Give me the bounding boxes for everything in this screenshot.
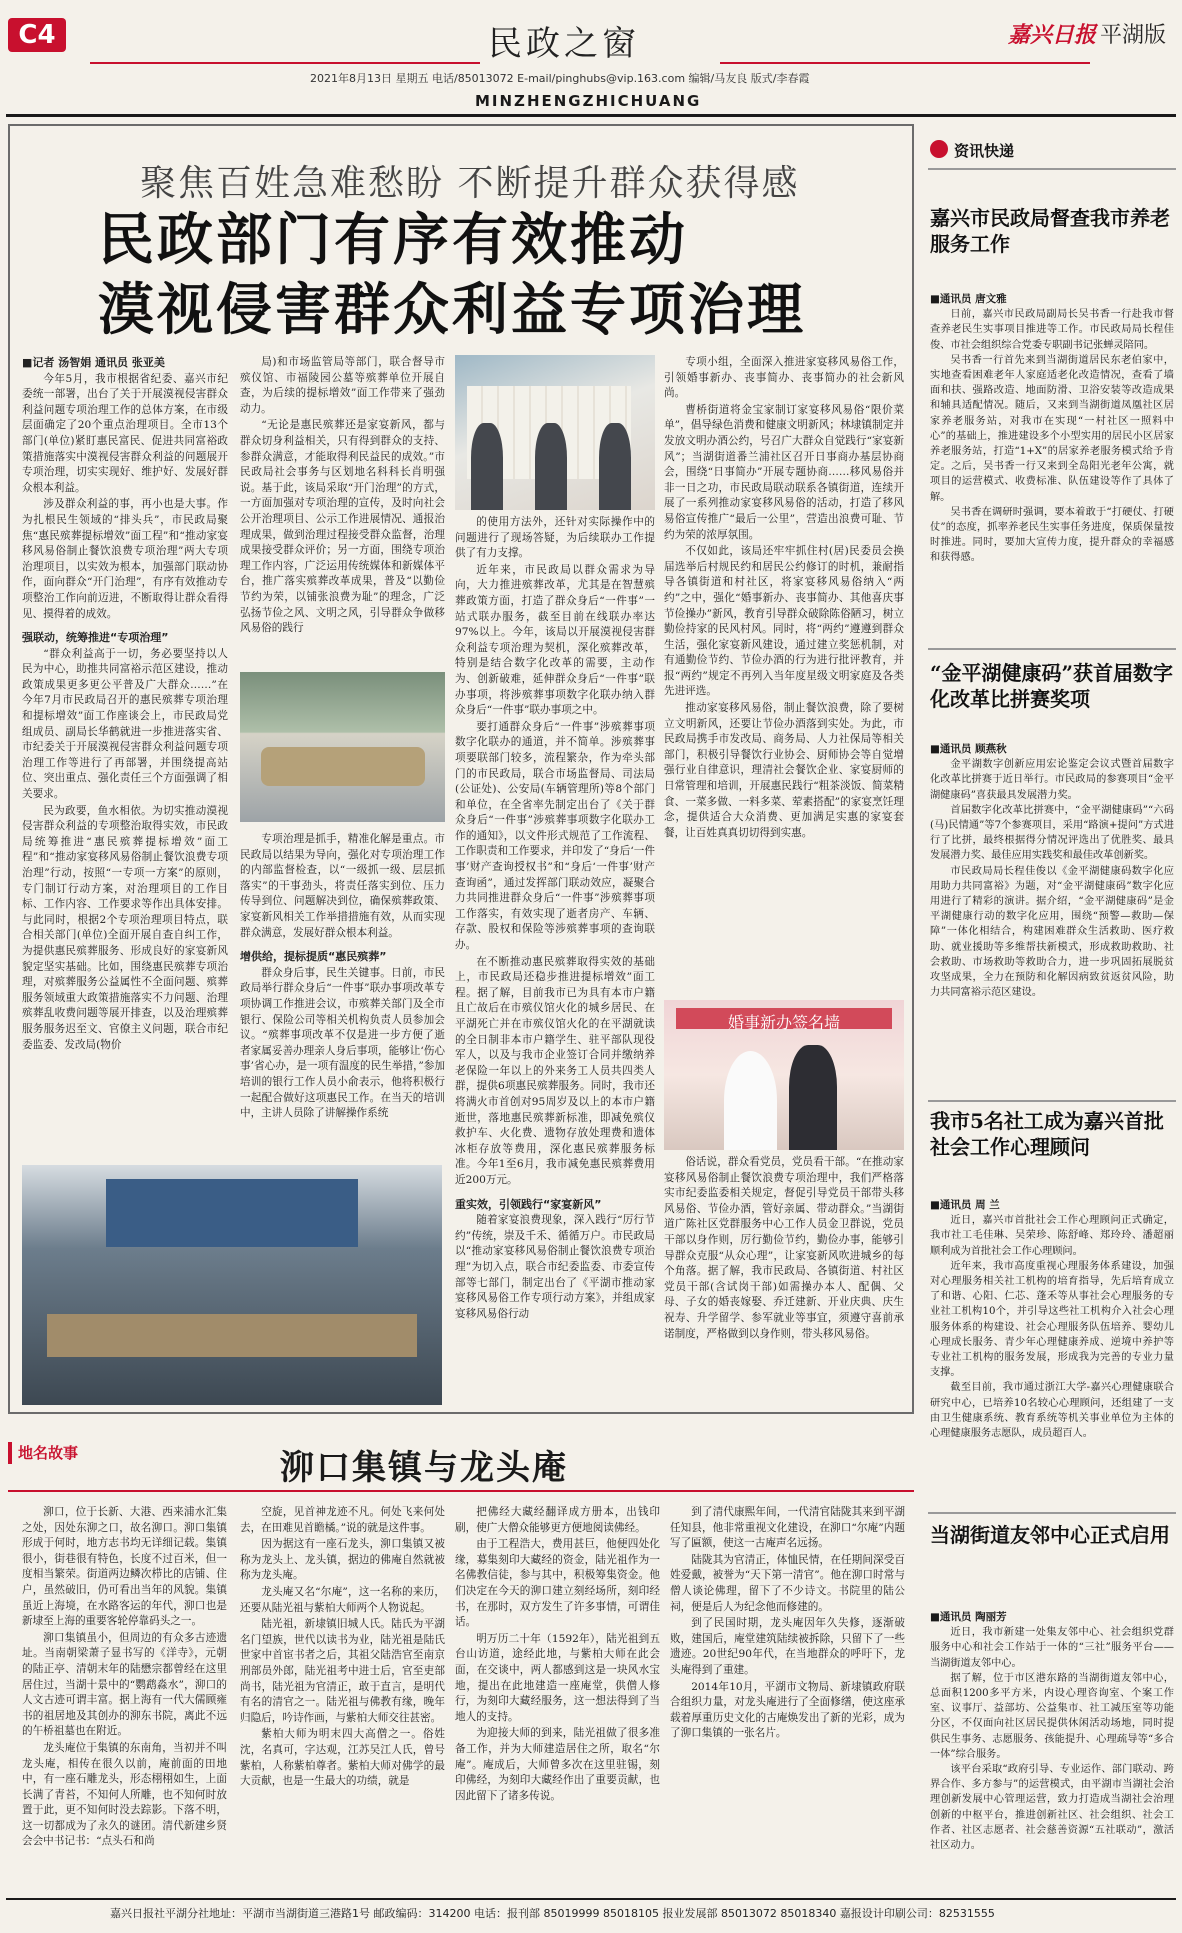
sidebar-rule — [928, 1512, 1176, 1514]
photo-conference — [22, 1165, 442, 1405]
story-paragraph: 因为据这有一座石龙头，泖口集镇又被称为龙头上、龙头镇，据边的佛庵自然就被称为龙头庵。 — [240, 1538, 445, 1582]
sidebar-headline-1: 嘉兴市民政局督查我市养老服务工作 — [930, 206, 1170, 256]
photo-detail — [535, 423, 567, 510]
section-title: 民政之窗 — [488, 24, 640, 64]
story-column-3 — [455, 1505, 660, 1890]
sidebar-byline: ■通讯员 唐文雅 — [930, 293, 1007, 305]
article-paragraph: 随着家宴浪费现象，深入践行“厉行节约”传统，崇及千禾、循循万户。市民政局以“推动家宴移风易俗制止餐饮浪费专项治理”为切入点，联合市纪委监委、市委宣传部等七部门，制定出台了《平湖市推动家宴移风易俗工作专项行动方案》，并组成家宴移风易俗行动 — [455, 1214, 655, 1320]
photo-signature-wall — [455, 355, 655, 510]
sidebar-paragraph: 市民政局局长程佳俊以《金平湖健康码数字化应用助力共同富裕》为题，对“金平湖健康码”数字化应用进行了精彩的演讲。据介绍，“金平湖健康码”是金平湖健康行动的数字化应用，围绕“预警—救助—保障”一体化相结合，构建困难群众生活救助、医疗救助、就业援助等多维帮扶新模式，形成救助救助、社会救助、市场救助等救助合力，进一步巩固拓展脱贫攻坚成果，全力在预防和化解因病致贫返贫风险，助力共同富裕示范区建设。 — [930, 865, 1174, 999]
sidebar-paragraph: 金平湖数字创新应用宏论鉴定会议式暨首届数字化改革比拼赛于近日举行。市民政局的参赛项目“金平湖健康码”喜获最具发展潜力奖。 — [930, 759, 1174, 801]
story-paragraph: 泖口集镇虽小，但周边的有众多古迹遗址。当南朝梁萧子显书写的《洋寺》，元朝的陆正亭、清朝末年的陆懋宗都曾经在这里居住过，当湖十景中的“鹦鹉淼水”，泖口的人文古迹可谓丰富。据上海有一代大儒顾雍书的祖居地及其创办的泖东书院，离此不远的午桥祖墓也在附近。 — [22, 1631, 227, 1738]
sidebar-badge: 资讯快递 — [930, 140, 1014, 161]
story-paragraph: 空旋，见首神龙迹不凡。何处飞来何处去，在田难见首瞻橘。”说的就是这件事。 — [240, 1506, 445, 1534]
photo-detail — [789, 1045, 837, 1150]
section-pinyin: MINZHENGZHICHUANG — [475, 92, 702, 110]
story-title: 泖口集镇与龙头庵 — [280, 1448, 568, 1488]
story-column-4 — [670, 1505, 905, 1890]
section-rule-left — [90, 62, 480, 64]
main-headline — [98, 205, 806, 345]
article-paragraph: 专项小组，全面深入推进家宴移风易俗工作，引领婚事新办、丧事简办、丧事简办的社会新风尚。 — [664, 356, 904, 400]
brand-edition: 平湖版 — [1099, 23, 1166, 48]
photo-wedding — [664, 1000, 904, 1150]
article-paragraph: 推动家宴移风易俗，制止餐饮浪费，除了要树立文明新风，还要让节俭办酒落到实处。为此，市民政局携手市发改局、商务局、人力社保局等相关部门，积极引导餐饮行业协会、厨师协会等自觉增强行业自律意识，理清社会餐饮企业、家宴厨师的日常管理和培训，开展惠民践行“粗茶淡饭、简菜精食、一菜多做、一料多菜、荤素搭配”的家宴烹饪理念，提供适合大众消费、更加满足实惠的家宴套餐，让百姓真真切切得到实惠。 — [664, 702, 904, 839]
photo-meeting-room — [240, 672, 445, 822]
sidebar-paragraph: 吴书香一行首先来到当湖街道居民东老伯家中，实地查看困难老年人家庭适老化改造情况，查看了墙面和扶、强路改造、地面防滑、卫浴安装等改造成果和辅具适配情况。随后，又来到当湖街道凤凰社区居家养老服务站，对我市在实现“一村社区一照料中心”的基础上，推进建设多个小型实用的居民小区居家养老服务站，打造“1+X”的居家养老服务模式给予肯定。之后，吴书香一行又来到全岛阳光老年公寓，就项目的运营模式、收费标准、队伍建设等作了具体了解。 — [930, 354, 1174, 503]
sidebar-headline-2: “金平湖健康码”获首届数字化改革比拼赛奖项 — [930, 661, 1174, 711]
article-paragraph: “无论是惠民殡葬还是家宴新风，都与群众切身利益相关，只有得到群众的支持、参群众满意，才能取得利民益民的成效。”市民政局社会事务与区划地名科科长肖明强说。基于此，该局采取“开门治理”的方式，一方面加强对专项治理的宣传，及时向社会公开治理项目、公示工作进展情况、通报治理成果，做到治理过程接受群众监督，治理成果接受群众评价；另一方面，围绕专项治理工作内容，广泛运用传统媒体和新媒体平台，推广落实殡葬改革成果，普及“以勤俭节约为荣，以铺张浪费为耻”的理念，广泛弘扬节俭之风、文明之风，引导群众争做移风易俗的践行 — [240, 419, 445, 635]
photo-detail — [599, 423, 631, 510]
article-paragraph: 的使用方法外，还针对实际操作中的问题进行了现场答疑，为后续联办工作提供了有力支撑。 — [455, 516, 655, 560]
story-section-tag: 地名故事 — [8, 1442, 84, 1464]
sidebar-byline: ■通讯员 周 兰 — [930, 1199, 1000, 1211]
story-paragraph: 为迎接大师的到来，陆光祖做了很多准备工作，并为大师建造居住之所，取名“尔庵”。庵成后，大师曾多次在这里驻锡，刻印佛经，为刻印大藏经作出了重要贡献，也因此留下了诸多传说。 — [455, 1727, 660, 1802]
article-paragraph: 曹桥街道将金宝家制订家宴移风易俗“限价菜单”，倡导绿色消费和健康文明新风；林埭镇制定并发放文明办酒公约，号召广大群众自觉践行“家宴新风”；当湖街道番兰浦社区召开日事商办基层协商会，围绕“日事简办”开展专题协商……移风易俗并非一日之功，市民政局联动联系各镇街道，连续开展了一系列推动家宴移风易俗的活动，打造了移风易俗宣传推广“最后一公里”，营造出浪费可耻、节约为荣的浓厚氛围。 — [664, 403, 904, 541]
sidebar-story-3 — [930, 1198, 1174, 1516]
photo-detail — [471, 423, 503, 510]
article-paragraph: “群众利益高于一切，务必要坚持以人民为中心，助推共同富裕示范区建设，推动政策成果更多更公平普及广大群众……”在今年7月市民政局召开的惠民殡葬专项治理和提标增效”面工作座谈会上，市民政局党组成员、副局长华鹤就进一步推进落实省、市纪委关于开展漠视侵害群众利益问题专项治理工作等进行了再部署，并围绕提高站位、突出重点、强化责任三个方面强调了相关要求。 — [22, 647, 228, 801]
sidebar-rule — [928, 168, 1176, 170]
story-paragraph: 泖口，位于长新、大港、西来浦水汇集之处，因处东泖之口，故名泖口。泖口集镇形成于何时，地方志书均无详细记载。集镇很小，街巷很有特色，长度不过百米，但一度相当繁荣。街道两边鳞次栉比的店铺、住户，虽然破旧，仍可看出当年的风貌。集镇虽近上海境，在水路客运的年代，泖口也是新埭至上海的重要客轮停靠码头之一。 — [22, 1506, 227, 1628]
sidebar-paragraph: 日前，嘉兴市民政局副局长吴书香一行赴我市督查养老民生实事项目推进等工作。市民政局局长程佳俊、市社会组织综合党委专职副书记张蝉灵陪同。 — [930, 309, 1174, 351]
masthead — [0, 0, 1182, 86]
article-paragraph: 专项治理是抓手，精准化解是重点。市民政局以结果为导向，强化对专项治理工作的内部监督检查，以“一级抓一级、层层抓落实”的干事劲头，将责任落实到位、压力传导到位、问题解决到位，确保殡葬政策、家宴新风相关工作举措措施有效，从而实现群众满意，发展好群众根本利益。 — [240, 833, 445, 939]
article-paragraph: 民为政要，鱼水相依。为切实推动漠视侵害群众利益的专项整治取得实效，市民政局统筹推进“惠民殡葬提标增效”面工程”和“推动家宴移风易俗制止餐饮浪费专项治理”行动，按照“一专项一方案”的原则，专门制订行动方案，对治理项目的工作目标、工作内容、工作要求等作出具体安排。与此同时，根据2个专项治理项目特点，联合相关部门(单位)全面开展自查自纠工作，为提供惠民殡葬服务、形成良好的家宴新风貌定坚实基础。比如，围绕惠民殡葬专项治理，对殡葬服务公益属性不全面问题、殡葬服务领域重大政策措施落实不力问题、治理殡葬乱收费问题等展开排查，以及治理殡葬服务服务迟至文、官僚主义问题，联合市纪委监委、发改局(物价 — [22, 804, 228, 1051]
sidebar-headline-3: 我市5名社工成为嘉兴首批社会工作心理顾问 — [930, 1109, 1164, 1159]
article-paragraph: 近年来，市民政局以群众需求为导向，大力推进殡葬改革，尤其是在智慧殡葬政策方面，打造了群众身后“一件事”一站式联办服务，截至目前在线联办率达97%以上。今年，该局以开展漠视侵害群众利益专项治理为契机，深化殡葬改革，特别是结合数字化改革的需要，主动作为、创新破难，延伸群众身后“一件事”联办事项，将涉殡葬事项数字化联办纳入群众身后“一件事”联办事项之中。 — [455, 563, 655, 717]
newspaper-brand — [1008, 18, 1166, 49]
article-column-2b — [240, 832, 445, 1162]
article-column-1 — [22, 355, 228, 1155]
sidebar-paragraph: 近年来，我市高度重视心理服务体系建设，加强对心理服务相关社工机构的培育指导，先后培育成立了和谐、心阳、仁芯、蓬禾等从事社会心理服务的专业社工机构10个，并引导这些社工机构介入社会心理服务体系的构建设、社会心理服务队伍培养、婴幼儿心理成长服务、青少年心理健康养成、逆境中养护等专业社工机构的服务发展，形成我为完善的专业力量支撑。 — [930, 1260, 1174, 1379]
sidebar-byline: ■通讯员 顾燕秋 — [930, 743, 1007, 755]
page-code: C4 — [8, 18, 66, 52]
headline-line-1: 民政部门有序有效推动 — [98, 207, 688, 273]
sidebar-paragraph: 吴书香在调研时强调，要本着敢于“打硬仗、打硬仗”的态度，抓率养老民生实事任务进度，保质保量按时推进。同时，要加大宣传力度，提升群众的幸福感和获得感。 — [930, 506, 1174, 564]
story-paragraph: 陆光祖，新埭镇旧城人氏。陆氏为平湖名门望族，世代以读书为业，陆光祖是陆氏世家中首宦书者之后，其祖父陆浩官至南京刑部员外郎，陆光祖考中进士后，官至吏部尚书，陆光祖为官清正，敢于直言，是明代有名的清官之一。陆光祖与佛教有缘，晚年归隐后，吟诗作画，与紫柏大师交往甚密。 — [240, 1618, 445, 1724]
sidebar-paragraph: 近日，我市新建一处集友邻中心、社会组织党群服务中心和社会工作站于一体的“三社”服务平台——当湖街道友邻中心。 — [930, 1627, 1174, 1669]
sidebar-paragraph: 近日，嘉兴市首批社会工作心理顾问正式确定，我市社工毛佳琳、吴荣珍、陈舒峰、郑玲玲、潘超丽顺利成为首批社会工作心理顾问。 — [930, 1215, 1174, 1257]
brand-name: 嘉兴日报 — [1007, 22, 1096, 48]
sidebar-rule — [928, 1100, 1176, 1102]
story-paragraph: 2014年10月，平湖市文物局、新埭镇政府联合组织力量，对龙头庵进行了全面修缮，使这座承载着厚重历史文化的古庵焕发出了新的光彩，成为了泖口集镇的一张名片。 — [670, 1680, 905, 1740]
article-paragraph: 局)和市场监管局等部门，联合督导市殡仪馆、市福陵园公墓等殡葬单位开展自查，为后续的提标增效”面工作带来了强劲动力。 — [240, 356, 445, 415]
section-rule-right — [720, 62, 1090, 64]
story-paragraph: 到了民国时期，龙头庵因年久失修，逐渐破败，建国后，庵堂建筑陆续被拆除，只留下了一些遗迹。20世纪90年代，在当地群众的呼吁下，龙头庵得到了重建。 — [670, 1617, 905, 1676]
photo-detail — [724, 1051, 777, 1150]
article-paragraph: 不仅如此，该局还牢牢抓住村(居)民委员会换届选举后村规民约和居民公约修订的时机，兼耐指导各镇街道和村社区，将家宴移风易俗纳入“两约”之中，强化“婚事新办、丧事简办、其他喜庆事节俭操办”新风，教育引导群众破除陈俗陋习，树立勤俭持家的民风村风。同时，将“两约”遵遵到群众生活，强化家宴新风建设，通过建立奖惩机制，对有通勤俭节约、节俭办酒的行为进行批评教育，并报“两约”规定不再列入当年度星级文明家庭及各类先进评选。 — [664, 545, 904, 698]
article-paragraph: 在不断推动惠民殡葬取得实效的基础上，市民政局还稳步推进提标增效”面工程。据了解，目前我市已为具有本市户籍且亡故后在市殡仪馆火化的城乡居民、在平湖死亡并在市殡仪馆火化的在平湖就读的全日制非本市户籍学生、驻平部队现役军人，以及与我市企业签订合同并缴纳养老保险一年以上的外来务工人员共四类人群，提供6项惠民殡葬服务。同时，我市还将满火市首创对95周岁及以上的本市户籍逝世，落地惠民殡葬新标准，即减免殡仪救护车、火化费、遗物存放处理费和遗体冰柜存放等费用，深化惠民殡葬服务标准。今年1至6月，我市减免惠民殡葬费用近200万元。 — [455, 955, 655, 1186]
sidebar-story-2 — [930, 742, 1174, 1072]
sidebar-paragraph: 据了解，位于市区港东路的当湖街道友邻中心，总面积1200多平方米，内设心理咨询室、个案工作室、议事厅、益部坊、公益集市、社工减压室等功能分区，不仅面向社区居民提供休闲活动场地，同时提供民生事务、志愿服务、孩能提升、心理疏导等“多合一体”综合服务。 — [930, 1672, 1174, 1760]
story-rule — [8, 1490, 914, 1492]
article-paragraph: 今年5月，我市根据省纪委、嘉兴市纪委统一部署，出台了关于开展漠视侵害群众利益问题专项治理工作的总体方案，在市级层面确定了20个重点治理项目。全市13个部门(单位)紧盯惠民富民、促进共同富裕政策措施落实中漠视侵害群众利益的问题展开专项治理，切实实现好、维护好、发展好群众根本利益。 — [22, 372, 228, 494]
story-paragraph: 龙头庵又名“尔庵”，这一名称的来历，还要从陆光祖与紫柏大师两个人物说起。 — [240, 1585, 445, 1614]
headline-line-2: 漠视侵害群众利益专项治理 — [98, 277, 806, 343]
photo-detail — [47, 1314, 417, 1357]
sidebar-paragraph: 首届数字化改革比拼赛中，“金平湖健康码”“六码(马)民情通”等7个参赛项目，采用“路演+提问”方式进行了比拼，最终根据得分情况评选出了优胜奖、最具发展潜力奖、最佳应用实践奖和最佳改革创新奖。 — [930, 804, 1174, 862]
article-subhead: 强联动，统筹推进“专项治理” — [22, 631, 169, 645]
story-paragraph: 由于工程浩大，费用甚巨，他便四处化缘，募集刻印大藏经的资金，陆光祖作为一名佛教信徒，参与其中，积极筹集资金。他们决定在今天的泖口建立刻经场所，刻印经书，在那时，双方发生了许多事情，可谓佳话。 — [455, 1538, 660, 1629]
footer-rule — [6, 1898, 1176, 1900]
article-paragraph: 涉及群众利益的事，再小也是大事。作为扎根民生领域的“排头兵”，市民政局聚焦“惠民殡葬提标增效”面工程”和“推动家宴移风易俗制止餐饮浪费专项治理”两大专项治理项目，以实效为根本，加强部门联动协作，面向群众“开门治理”，有序有效推动专项整治工作向前迈进，不断取得让群众看得见、摸得着的成效。 — [22, 498, 228, 620]
sidebar-story-1 — [930, 292, 1174, 642]
article-paragraph: 要打通群众身后“一件事”涉殡葬事项数字化联办的通道，并不简单。涉殡葬事项要联部门较多，流程繁杂，作为牵头部门的市民政局，联合市场监督局、司法局(公证处)、公安局(车辆管理所)等8个部门和单位，在全省率先制定出台了《关于群众身后“一件事”涉殡葬事项数字化联办工作的通知》，以文件形式规范了工作流程、工作职责和工作要求，并印发了“身后‘一件事’财产查询授权书”和“身后‘一件事’财产查询函”，通过发挥部门联动效应，凝聚合力共同推进群众身后“一件事”涉殡葬事项工作落实，有效实现了逝者房产、车辆、存款、股权和保险等涉殡葬事项的查询联办。 — [455, 720, 655, 952]
story-paragraph: 龙头庵位于集镇的东南角，当初并不叫龙头庵，相传在很久以前，庵前面的田地中，有一座石雕龙头，形态栩栩如生，上面长满了青苔，不知何人所雕，也不知何时放置于此，更不知何时没去踪影。下落不明，这一切都成为了永久的谜团。清代新建乡贤会会中书记书：“点头石和尚 — [22, 1741, 227, 1848]
footer-contact: 嘉兴日报社平湖分社地址：平湖市当湖街道三港路1号 邮政编码：314200 电话：报刊部 85019999 85018105 报业发展部 85013072 85018340 嘉报设计印刷公司：82531555 — [110, 1907, 995, 1920]
article-paragraph: 俗话说，群众看党员，党员看干部。“在推动家宴移风易俗制止餐饮浪费专项治理中，我们严格落实市纪委监委相关规定，督促引导党员干部带头移风易俗、节俭办酒，管好亲属、带动群众。”当湖街道广陈社区党群服务中心工作人员金卫群说，党员干部以身作则，厉行勤俭节约，勤俭办事，能够引导群众克服“从众心理”，让家宴新风吹进城乡的每个角落。据了解，我市民政局、各镇街道、村社区党员干部(含试岗干部)如需操办本人、配偶、父母、子女的婚丧嫁娶、乔迁建新、开业庆典、庆生祝寿、升学留学、参军就业等事宜，须遵守喜前承诺制度，严格做到以身作则，带头移风易俗。 — [664, 1156, 904, 1340]
article-column-2a — [240, 355, 445, 663]
sidebar-story-4 — [930, 1610, 1174, 1892]
photo-detail — [106, 1179, 358, 1246]
article-column-4a — [664, 355, 904, 993]
article-subhead: 重实效，引领践行“家宴新风” — [455, 1197, 602, 1211]
article-byline: ■记者 汤智娟 通讯员 张亚美 — [22, 356, 165, 369]
sidebar-rule — [928, 648, 1176, 650]
article-column-4b — [664, 1155, 904, 1405]
photo-detail — [261, 747, 425, 786]
issue-meta: 2021年8月13日 星期五 电话/85013072 E-mail/pinghubs@vip.163.com 编辑/马友良 版式/李春霞 — [310, 72, 810, 85]
main-kicker: 聚焦百姓急难愁盼 不断提升群众获得感 — [140, 163, 800, 204]
story-paragraph: 明万历二十年（1592年），陆光祖到五台山访道，途经此地，与紫柏大师在此会面，在交谈中，两人都感到这是一块风水宝地，提出在此地建造一座庵堂，供僧人修行，为刻印大藏经服务，这一想法得到了当地人的支持。 — [455, 1632, 660, 1723]
article-paragraph: 群众身后事，民生关键事。日前，市民政局举行群众身后“一件事”联办事项改革专项协调工作推进会议，市殡葬关部门及全市银行、保险公司等相关机构负责人员参加会议。“殡葬事项改革不仅是进一步方便了逝者家属妥善办理亲人身后事项，能够让‘伤心事’省心办，是一项有温度的民生举措，”参加培训的银行工作人员小俞表示，他将积极行一起配合做好这项惠民工作。在当天的培训中，主讲人员除了讲解操作系统 — [240, 966, 445, 1120]
sidebar-paragraph: 该平台采取“政府引导、专业运作、部门联动、跨界合作、多方参与”的运营模式，由平湖市当湖社会治理创新发展中心管理运营，致力打造成当湖社会治理创新的中枢平台，推进创新社区、社会组织、社会工作者、社区志愿者、社会慈善资源“五社联动”，激活社区动力。 — [930, 1764, 1174, 1852]
story-paragraph: 紫柏大师为明末四大高僧之一。俗姓沈，名真可，字达观，江苏吴江人氏，曾号紫柏，人称紫柏尊者。紫柏大师对佛学的最大贡献，也是一生最大的功绩，就是 — [240, 1728, 445, 1788]
top-rule — [6, 114, 1176, 117]
sidebar-byline: ■通讯员 陶丽芳 — [930, 1611, 1007, 1623]
article-column-3 — [455, 515, 655, 1405]
story-paragraph: 陆陇其为官清正，体恤民情，在任期间深受百姓爱戴，被誉为“天下第一清官”。他在泖口时常与僧人谈论佛理，留下了不少诗文。书院里的陆公祠，便是后人为纪念他而修建的。 — [670, 1553, 905, 1613]
sidebar-paragraph: 截至目前，我市通过浙江大学-嘉兴心理健康联合研究中心，已培养10名较心心理顾问，还组建了一支由卫生健康系统、教育系统等机关事业单位为主体的心理健康服务志愿队，成员超百人。 — [930, 1382, 1174, 1440]
story-column-1 — [22, 1505, 227, 1890]
story-column-2 — [240, 1505, 445, 1890]
photo-banner-text: 婚事新办签名墙 — [676, 1008, 892, 1029]
story-paragraph: 到了清代康熙年间，一代清官陆陇其来到平湖任知县，他非常重视文化建设，在泖口“尔庵”内题写了匾额，使这一古庵声名远扬。 — [670, 1506, 905, 1550]
sidebar-headline-4: 当湖街道友邻中心正式启用 — [930, 1523, 1170, 1547]
article-subhead: 增供给，提标提质“惠民殡葬” — [240, 950, 387, 964]
story-paragraph: 把佛经大藏经翻译成方册本，出钱印刷，使广大僧众能够更方便地阅读佛经。 — [455, 1506, 660, 1534]
